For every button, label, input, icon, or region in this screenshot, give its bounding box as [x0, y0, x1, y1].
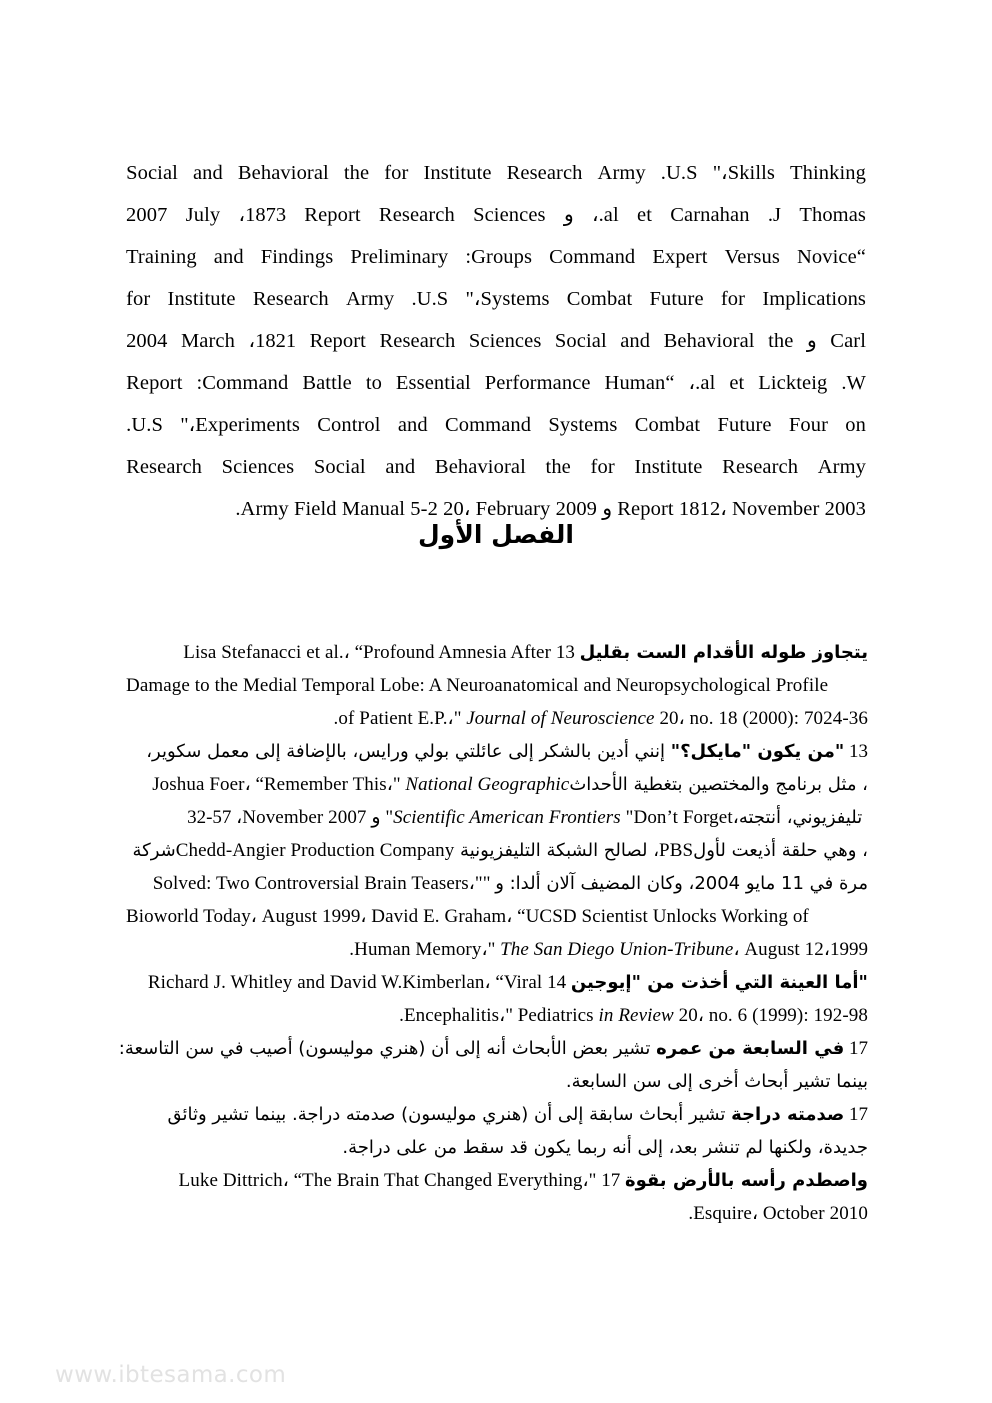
- body-word: Research: [378, 204, 455, 226]
- body-word: Research: [126, 456, 203, 478]
- body-word: Behavioral: [434, 456, 526, 478]
- body-word: for: [590, 456, 615, 478]
- body-word: Command: [445, 414, 532, 436]
- body-word: Thomas: [799, 204, 866, 226]
- body-word: U.S.: [660, 162, 698, 184]
- endnote-segment: ، August 12،1999: [733, 939, 868, 960]
- body-word: and: [213, 246, 244, 268]
- endnote-segment: National Geographic: [405, 774, 570, 795]
- body-word: Training: [126, 246, 197, 268]
- endnote-segment: جديدة، ولكنها لم تنشر بعد، إلى أنه ربما يكون قد سقط من على دراجة.: [342, 1137, 868, 1158]
- body-word: and: [192, 162, 223, 184]
- top-paragraph: [126, 152, 866, 530]
- body-word: Command:: [196, 372, 289, 394]
- body-line: [126, 362, 866, 404]
- endnote-line: [126, 1098, 868, 1131]
- body-word: al.،: [591, 204, 619, 226]
- body-word: Future: [717, 414, 772, 436]
- body-word: Groups:: [465, 246, 533, 268]
- chapter-heading: الفصل الأول: [417, 520, 575, 549]
- endnote-segment: "Don’t Forget،: [620, 807, 739, 828]
- endnote-segment: مرة في 11 مايو 2004، وكان المضيف آلان ألدا: و: [495, 873, 868, 894]
- endnote-segment: 13: [555, 642, 580, 663]
- body-word: the: [768, 330, 794, 352]
- body-word: and: [385, 456, 416, 478]
- endnote-segment: 20، no. 18 (2000): 7024-36: [654, 708, 868, 729]
- endnote-line: [118, 1032, 868, 1065]
- body-word: Social: [313, 456, 366, 478]
- endnote-segment: .Encephalitis،" Pediatrics: [399, 1005, 599, 1026]
- endnote-line: [126, 1131, 868, 1164]
- body-word: U.S.: [126, 414, 163, 436]
- body-word: on: [845, 414, 866, 436]
- top-text-block: [126, 152, 866, 530]
- endnote-segment: .Esquire، October 2010: [688, 1203, 868, 1224]
- endnote-segment: 17: [844, 1038, 868, 1059]
- body-word: Findings: [260, 246, 334, 268]
- body-word: Research: [506, 162, 583, 184]
- endnote-segment: Chedd-Angier Production Company: [175, 840, 455, 861]
- body-word: Combat: [566, 288, 633, 310]
- endnote-segment: تشير أبحاث سابقة إلى أن (هنري موليسون) صدمته دراجة. بينما تشير وثائق: [167, 1104, 732, 1125]
- endnote-segment: تليفزيوني، أنتجته: [738, 807, 868, 828]
- endnote-segment: 14: [547, 972, 571, 993]
- endnote-segment: 17: [601, 1170, 625, 1191]
- endnote-line: [126, 933, 868, 966]
- endnote-entry: [126, 966, 868, 1032]
- endnote-line: [126, 1065, 868, 1098]
- endnote-segment: "من يكون "مايكل؟": [670, 741, 845, 762]
- body-word: Lickteig: [758, 372, 828, 394]
- body-word: Performance: [484, 372, 591, 394]
- body-word: et: [637, 204, 653, 226]
- body-word: Versus: [724, 246, 780, 268]
- endnote-segment: 32-57 ،November 2007 و ": [187, 807, 394, 828]
- endnote-line: [126, 1164, 868, 1197]
- endnote-entry: [126, 735, 868, 966]
- endnote-segment: ، وهي حلقة أذيعت لأول: [693, 840, 868, 861]
- body-word: Army: [345, 288, 395, 310]
- body-word: و: [563, 204, 574, 226]
- endnote-segment: "أما العينة التي أخذت من "إيوجين: [570, 972, 868, 993]
- endnote-segment: Luke Dittrich، “The Brain That Changed Everything،": [178, 1170, 602, 1191]
- body-word: Skills،": [712, 162, 776, 184]
- endnote-segment: صدمته دراجة: [731, 1104, 845, 1125]
- endnote-segment: in Review: [598, 1005, 674, 1026]
- body-word: Thinking: [790, 162, 866, 184]
- body-word: Command: [549, 246, 636, 268]
- endnote-segment: Scientific American Frontiers: [393, 807, 621, 828]
- endnote-line: [126, 999, 868, 1032]
- body-word: Sciences: [468, 330, 542, 352]
- endnote-segment: Joshua Foer، “Remember This،": [152, 774, 406, 795]
- body-word: Carl: [830, 330, 866, 352]
- endnote-segment: The San Diego Union-Tribune: [500, 939, 734, 960]
- body-word: for: [720, 288, 746, 310]
- body-word: و: [806, 330, 817, 352]
- body-word: Experiments،": [180, 414, 300, 436]
- body-word: Systems،": [465, 288, 550, 310]
- body-word: et: [729, 372, 745, 394]
- endnote-segment: .Human Memory،": [349, 939, 501, 960]
- body-word: “Human: [604, 372, 675, 394]
- body-word: 2004: [126, 330, 168, 352]
- body-word: Institute: [634, 456, 703, 478]
- body-line: .Army Field Manual 5-2 20، February 2009 و Report 1812، November 2003: [235, 498, 866, 520]
- endnote-segment: والمختصين بتغطية الأحداث: [569, 774, 770, 795]
- endnote-segment: Bioworld Today، August 1999، David E. Graham، “UCSD Scientist Unlocks Working of: [126, 906, 809, 927]
- endnote-segment: ، مثل برنامج: [769, 774, 868, 795]
- body-line: [126, 446, 866, 488]
- body-word: Combat: [634, 414, 701, 436]
- endnote-segment: .of Patient E.P.،": [333, 708, 467, 729]
- body-word: Research: [379, 330, 456, 352]
- body-line: [126, 404, 866, 446]
- body-word: 2007: [126, 204, 168, 226]
- body-word: the: [343, 162, 370, 184]
- endnote-segment: شركة: [126, 840, 176, 861]
- body-word: for: [126, 288, 151, 310]
- endnote-entry: [118, 1032, 868, 1098]
- endnote-segment: Journal of Neuroscience: [466, 708, 655, 729]
- endnote-line: [126, 636, 868, 669]
- body-word: for: [384, 162, 409, 184]
- endnote-line: [126, 801, 868, 834]
- endnote-segment: 20، no. 6 (1999): 192-98: [673, 1005, 868, 1026]
- body-word: Essential: [395, 372, 471, 394]
- body-word: U.S.: [411, 288, 449, 310]
- body-word: Systems: [548, 414, 618, 436]
- endnote-line: [126, 966, 868, 999]
- endnote-segment: 17: [844, 1104, 868, 1125]
- body-word: Future: [649, 288, 704, 310]
- body-word: Preliminary: [350, 246, 449, 268]
- endnote-segment: Lisa Stefanacci et al.، “Profound Amnesia After: [183, 642, 556, 663]
- body-word: Four: [788, 414, 829, 436]
- endnote-segment: تشير بعض الأبحاث أنه إلى أن (هنري موليسون) أصيب في سن التاسعة:: [118, 1038, 657, 1059]
- body-word: to: [365, 372, 382, 394]
- body-word: and: [620, 330, 651, 352]
- body-word: Sciences: [473, 204, 546, 226]
- endnote-segment: إنني أدين بالشكر إلى عائلتي بولي ورايس، بالإضافة إلى معمل سكوير،: [146, 741, 671, 762]
- endnote-line: [126, 867, 868, 900]
- body-word: Expert: [652, 246, 708, 268]
- body-word: Sciences: [221, 456, 295, 478]
- endnote-segment: 13: [844, 741, 868, 762]
- body-word: Battle: [302, 372, 352, 394]
- body-word: Social: [554, 330, 607, 352]
- body-line: [126, 320, 866, 362]
- body-word: 1873،: [238, 204, 287, 226]
- body-line: [126, 152, 866, 194]
- body-word: Institute: [423, 162, 492, 184]
- body-word: Social: [126, 162, 178, 184]
- body-word: Report: [304, 204, 361, 226]
- endnote-segment: Richard J. Whitley and David W.Kimberlan، “Viral: [147, 972, 548, 993]
- endnote-entry: [126, 1164, 868, 1230]
- endnote-segment: في السابعة من عمره: [656, 1038, 845, 1059]
- body-word: Report: [126, 372, 183, 394]
- endnote-entry: [126, 1098, 868, 1164]
- endnote-segment: يتجاوز طوله الأقدام الست بقليل: [579, 642, 868, 663]
- body-word: July: [185, 204, 221, 226]
- endnote-segment: ، لصالح الشبكة التليفزيونية: [454, 840, 660, 861]
- endnote-segment: واصطدم رأسه بالأرض بقوة: [624, 1170, 868, 1191]
- body-word: Carnahan: [670, 204, 750, 226]
- body-word: Report: [309, 330, 366, 352]
- body-line: [126, 194, 866, 236]
- body-word: and: [397, 414, 428, 436]
- body-word: al.،: [688, 372, 716, 394]
- body-word: Army: [817, 456, 866, 478]
- endnote-line: [126, 702, 868, 735]
- body-word: J.: [767, 204, 782, 226]
- endnote-line: [126, 768, 868, 801]
- site-watermark: www.ibtesama.com: [55, 1362, 287, 1388]
- body-word: Research: [722, 456, 799, 478]
- endnote-segment: PBS: [659, 840, 694, 861]
- body-line: [126, 278, 866, 320]
- endnote-line: [126, 1197, 868, 1230]
- body-line: [126, 236, 866, 278]
- body-word: March: [180, 330, 235, 352]
- body-word: the: [545, 456, 571, 478]
- body-word: Implications: [762, 288, 866, 310]
- endnotes-section: [118, 636, 868, 1230]
- endnote-line: [126, 669, 868, 702]
- body-word: Control: [317, 414, 381, 436]
- endnote-segment: Damage to the Medial Temporal Lobe: A Neuroanatomical and Neuropsychological Profile: [126, 675, 829, 696]
- body-word: 1821،: [248, 330, 297, 352]
- body-word: W.: [841, 372, 866, 394]
- body-word: Army: [597, 162, 646, 184]
- endnote-line: [126, 735, 868, 768]
- endnote-line: [126, 834, 868, 867]
- body-word: Behavioral: [237, 162, 329, 184]
- endnote-segment: Solved: Two Controversial Brain Teasers،"": [152, 873, 496, 894]
- endnote-segment: بينما تشير أبحاث أخرى إلى سن السابعة.: [565, 1071, 868, 1092]
- endnote-line: [126, 900, 868, 933]
- body-word: “Novice: [796, 246, 866, 268]
- body-word: Institute: [167, 288, 236, 310]
- body-word: Behavioral: [663, 330, 755, 352]
- body-word: Research: [252, 288, 329, 310]
- endnote-entry: [126, 636, 868, 735]
